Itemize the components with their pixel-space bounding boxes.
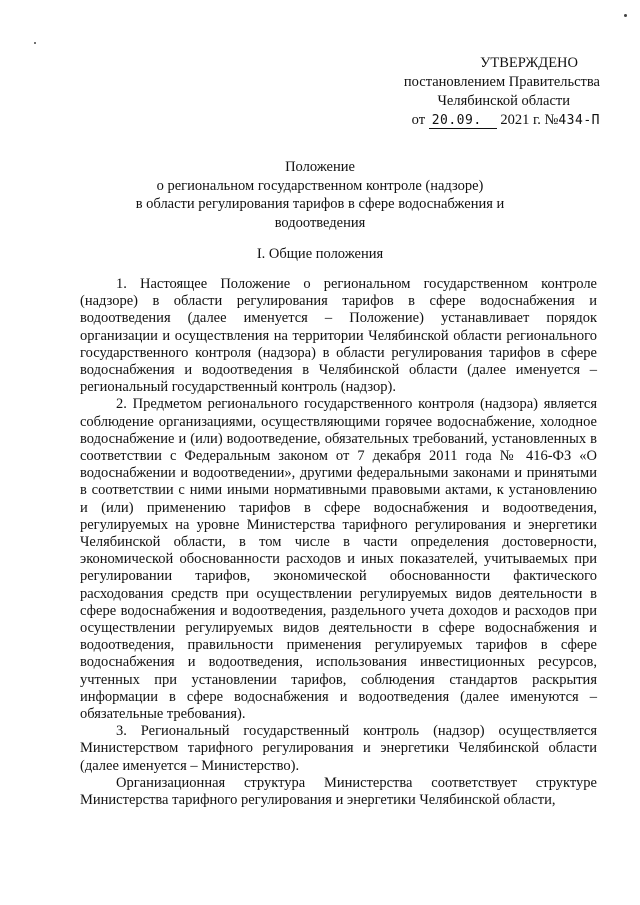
- paragraph-2: 2. Предметом регионального государственного контроля (надзора) является соблюдение организациями, осуществляющими горячее водоснабжение, холодное водоснабжение и (или) водоотведение, обязательных требований, установленных в соответствии с Федеральным законом от 7 декабря 2011 года № 416-ФЗ «О водоснабжении и водоотведении», другими федеральными законами и принятыми в соответствии с ними иными нормативными правовыми актами, к установлению и (или) применению тарифов в сфере водоснабжения и водоотведения, регулируемых на уровне Министерства тарифного регулирования и энергетики Челябинской области, в том числе в части определения достоверности, экономической обоснованности расходов и иных показателей, учитываемых при регулировании тарифов, экономической обоснованности фактического расходования средств при осуществлении регулируемых видов деятельности в сфере водоснабжения и водоотведения, раздельного учета доходов и расходов при осуществлении регулируемых видов деятельности в сфере водоснабжения и водоотведения, правильности применения регулируемых тарифов в сфере водоснабжения и водоотведения, использования инвестиционных ресурсов, учтенных при установлении тарифов, соблюдения стандартов раскрытия информации в сфере водоснабжения и водоотведения (далее именуются – обязательные требования).: [80, 396, 597, 723]
- title-line-1: Положение: [285, 159, 355, 175]
- title-line-2: о региональном государственном контроле (надзоре): [156, 177, 484, 194]
- document-title: [120, 158, 520, 232]
- scan-speck: [34, 42, 36, 44]
- section-heading: I. Общие положения: [256, 246, 384, 262]
- approval-heading: УТВЕРЖДЕНО: [480, 55, 578, 71]
- number-prefix: №: [544, 112, 559, 128]
- approval-line-2: Челябинской области: [437, 93, 570, 109]
- paragraph-4: Организационная структура Министерства соответствует структуре Министерства тарифного регулирования и энергетики Челябинской области,: [80, 774, 597, 809]
- approval-date-line: [330, 111, 600, 130]
- date-prefix: от: [411, 112, 426, 128]
- title-line-4: водоотведения: [274, 214, 366, 231]
- document-body: [80, 276, 597, 809]
- handwritten-date: 20.09.: [429, 113, 497, 129]
- scan-speck: [624, 14, 627, 17]
- paragraph-1: 1. Настоящее Положение о региональном государственном контроле (надзоре) в области регулирования тарифов в сфере водоснабжения и водоотведения (далее именуется – Положение) устанавливает порядок организации и осуществления на территории Челябинской области регионального государственного контроля (надзора) в области регулирования тарифов в сфере водоснабжения и водоотведения в Челябинской области (далее именуется – региональный государственный контроль (надзор).: [80, 276, 597, 396]
- title-line-3: в области регулирования тарифов в сфере водоснабжения и: [135, 196, 505, 212]
- approval-stamp-block: [330, 54, 600, 130]
- approval-line-1: постановлением Правительства: [403, 74, 600, 90]
- year-text: 2021 г.: [500, 112, 541, 128]
- paragraph-3: 3. Региональный государственный контроль (надзор) осуществляется Министерством тарифного регулирования и энергетики Челябинской области (далее именуется – Министерство).: [80, 723, 597, 774]
- handwritten-number: 434-П: [558, 113, 600, 128]
